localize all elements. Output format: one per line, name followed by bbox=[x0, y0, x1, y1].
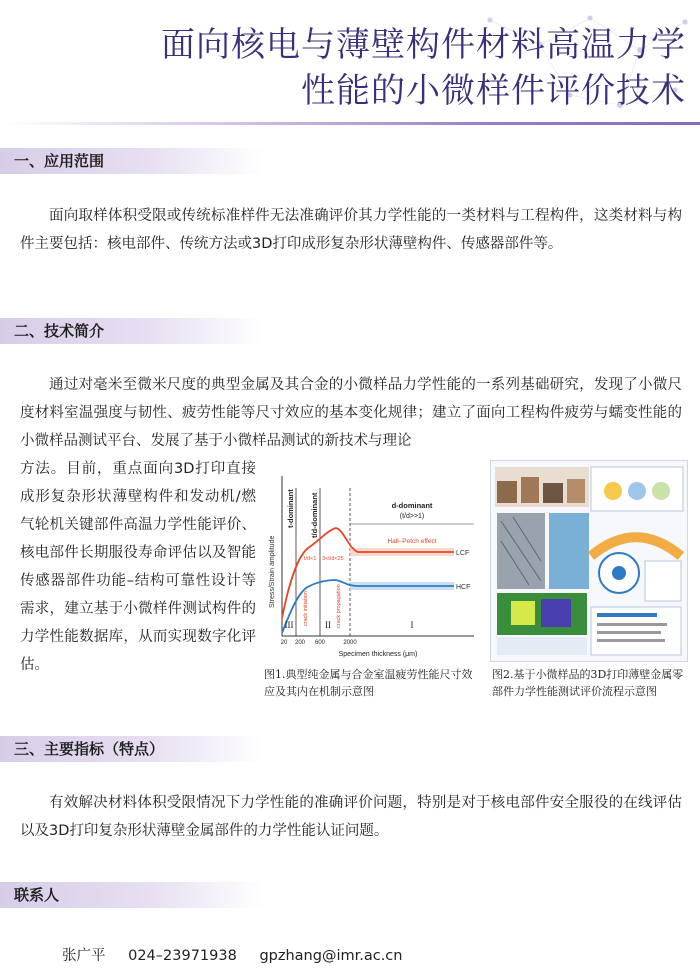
tech-body: 通过对毫米至微米尺度的典型金属及其合金的小微样品力学性能的一系列基础研究，发现了小微尺度材料室温强度与韧性、疲劳性能等尺寸效应的基本变化规律；建立了面向工程构件疲劳与蠕变性能的小微样品测试平台、发展了基于小微样品测试的新技术与理论 bbox=[20, 377, 682, 449]
contact-email[interactable]: gpzhang@imr.ac.cn bbox=[259, 948, 403, 964]
contact-line bbox=[62, 944, 420, 965]
fig1-crack2: crack propagation bbox=[336, 584, 342, 628]
fig1-xlabel: Specimen thickness (μm) bbox=[338, 651, 418, 658]
fig1-zone-ii: II bbox=[325, 620, 331, 630]
fig1-hall-petch: Hall–Petch effect bbox=[387, 538, 437, 545]
figure-1-chart bbox=[262, 468, 482, 668]
page-title-line-2: 性能的小微样件评价技术 bbox=[301, 71, 686, 111]
fig1-lcf: LCF bbox=[456, 550, 470, 557]
figure-1-caption: 图1.典型纯金属与合金室温疲劳性能尺寸效应及其内在机制示意图 bbox=[264, 668, 473, 698]
fig1-td1: t/d<1 bbox=[304, 556, 317, 562]
fig1-crack1: crack initiation bbox=[303, 591, 309, 626]
section-heading-application: 一、应用范围 bbox=[0, 148, 264, 174]
contact-name: 张广平 bbox=[62, 948, 106, 964]
figure-2-caption: 图2.基于小微样品的3D打印薄壁金属零部件力学性能测试评价流程示意图 bbox=[492, 668, 684, 698]
figure-2-illustration bbox=[490, 460, 688, 662]
fig1-zone-iii: III bbox=[284, 620, 294, 630]
fig1-tick-200: 200 bbox=[294, 640, 306, 646]
section-heading-contact: 联系人 bbox=[0, 882, 264, 908]
fig1-region-t: t-dominant bbox=[286, 489, 295, 528]
page-title-line-1: 面向核电与薄壁构件材料高温力学 bbox=[161, 25, 686, 65]
fig1-tick-2000: 2000 bbox=[343, 640, 357, 646]
section-heading-indicators: 三、主要指标（特点） bbox=[0, 736, 264, 762]
title-divider bbox=[0, 122, 700, 125]
fig1-td2: 3<t/d<25 bbox=[322, 556, 344, 562]
fig1-region-d2: (t/d>>1) bbox=[399, 513, 425, 520]
fig1-tick-20: 20 bbox=[280, 640, 288, 646]
section-heading-tech: 二、技术简介 bbox=[0, 318, 264, 344]
fig1-region-td: t/d-dominant bbox=[310, 492, 319, 538]
fig1-ylabel: Stress/Strain amplitude bbox=[269, 535, 276, 608]
contact-phone: 024–23971938 bbox=[128, 948, 237, 964]
title-block bbox=[86, 22, 686, 114]
fig1-hcf: HCF bbox=[456, 584, 471, 591]
application-body: 面向取样体积受限或传统标准样件无法准确评价其力学性能的一类材料与工程构件，这类材料与构件主要包括：核电部件、传统方法或3D打印成形复杂形状薄壁构件、传感器部件等。 bbox=[20, 208, 682, 252]
tech-body-continued: 方法。目前，重点面向3D打印直接成形复杂形状薄壁构件和发动机/燃气轮机关键部件高温力学性能评价、核电部件长期服役寿命评估以及智能传感器部件功能–结构可靠性设计等需求，建立基于小微样件测试构件的力学性能数据库，从而实现数字化评估。 bbox=[20, 461, 256, 673]
fig1-tick-600: 600 bbox=[314, 640, 326, 646]
fig1-region-d: d-dominant bbox=[391, 501, 433, 510]
indicators-body: 有效解决材料体积受限情况下力学性能的准确评价问题，特别是对于核电部件安全服役的在线评估以及3D打印复杂形状薄壁金属部件的力学性能认证问题。 bbox=[20, 795, 682, 839]
fig1-zone-i: I bbox=[410, 620, 414, 630]
